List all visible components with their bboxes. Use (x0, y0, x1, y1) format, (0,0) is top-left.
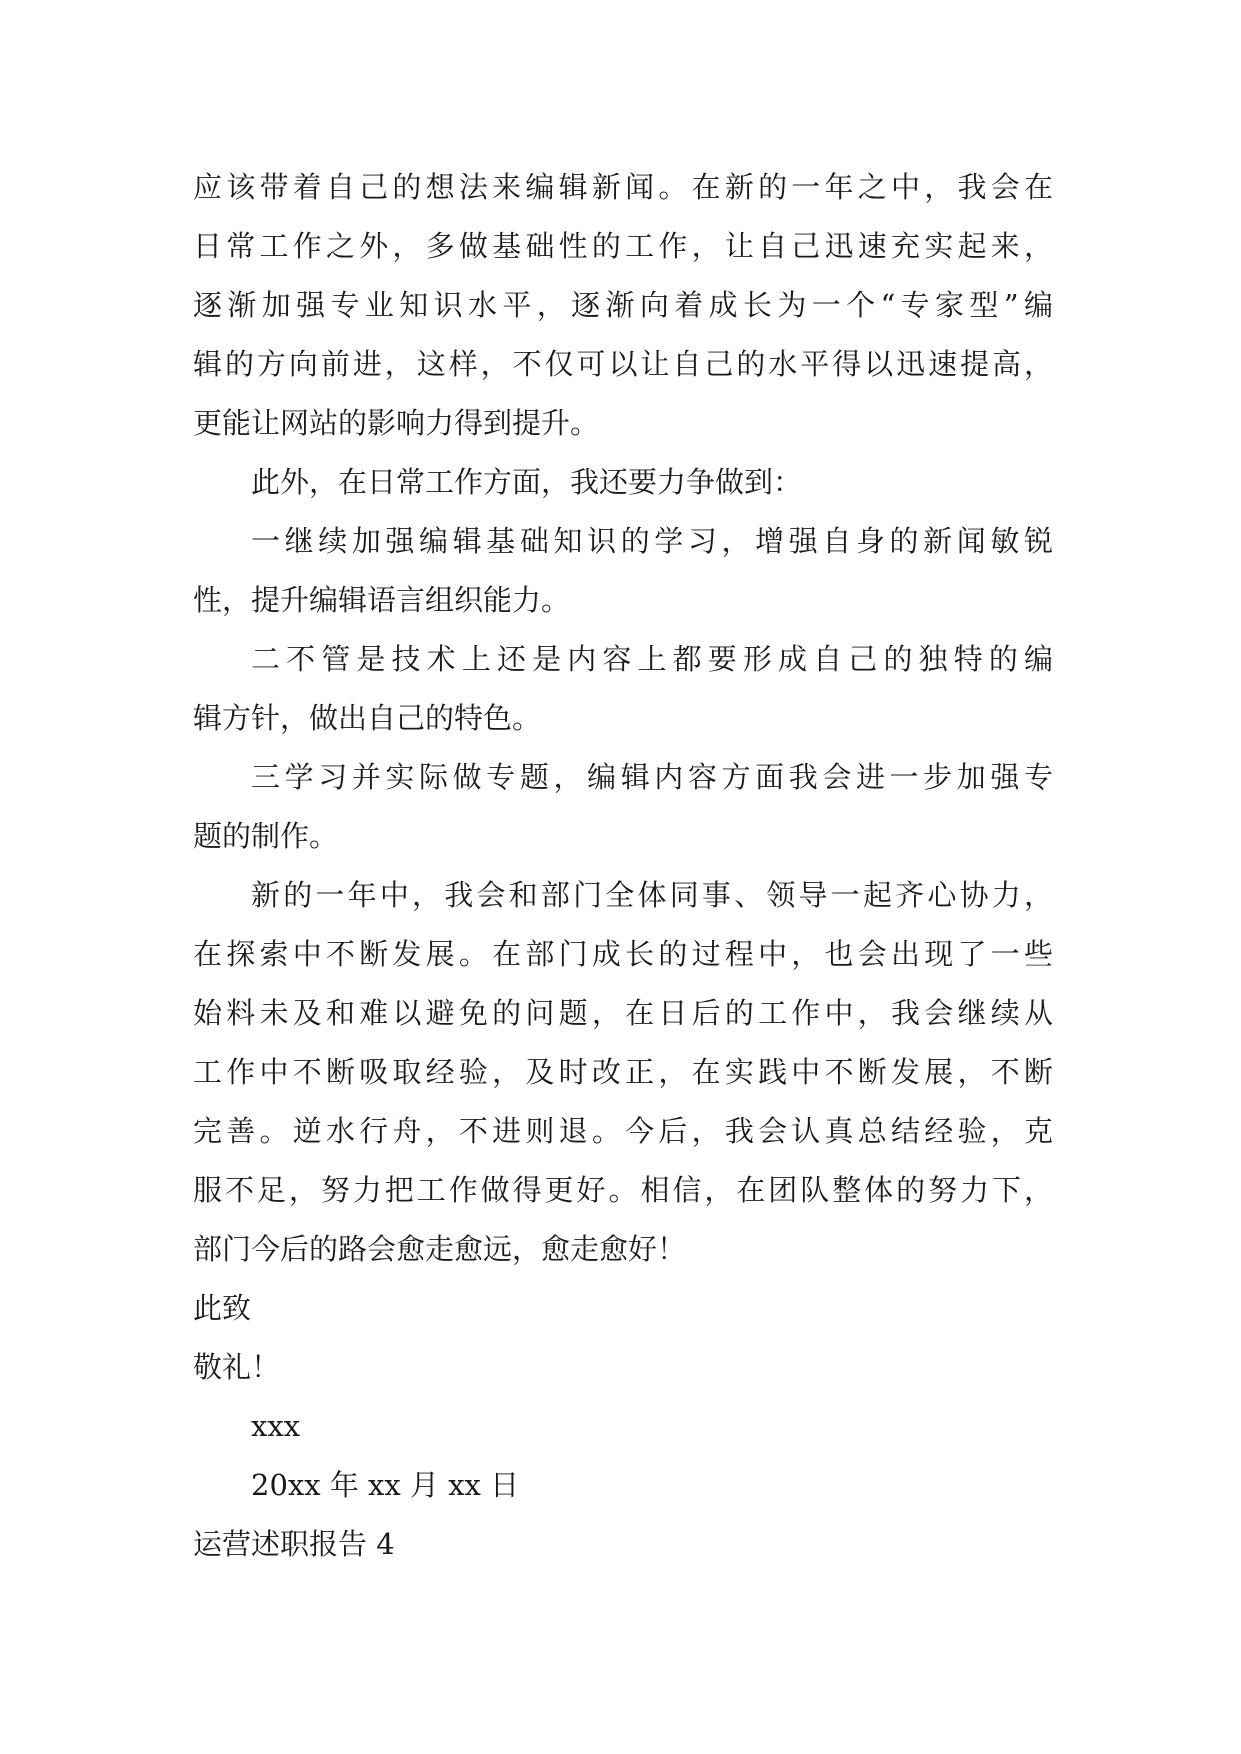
closing-line: 此致 (193, 1291, 252, 1325)
body-line: 应该带着自己的想法来编辑新闻。在新的一年之中，我会在 (193, 170, 1053, 204)
body-line: 辑方针，做出自己的特色。 (193, 701, 542, 735)
body-line: 更能让网站的影响力得到提升。 (193, 406, 600, 440)
closing-salutation: 敬礼！ (193, 1350, 281, 1384)
body-line: 逐渐加强专业知识水平，逐渐向着成长为一个“专家型”编 (193, 288, 1053, 322)
body-line: 二不管是技术上还是内容上都要形成自己的独特的编 (251, 642, 1053, 676)
body-line: 工作中不断吸取经验，及时改正，在实践中不断发展，不断 (193, 1055, 1053, 1089)
body-line: 日常工作之外，多做基础性的工作，让自己迅速充实起来， (193, 229, 1053, 263)
body-line: 在探索中不断发展。在部门成长的过程中，也会出现了一些 (193, 937, 1053, 971)
body-line: 始料未及和难以避免的问题，在日后的工作中，我会继续从 (193, 996, 1053, 1030)
body-line: 完善。逆水行舟，不进则退。今后，我会认真总结经验，克 (193, 1114, 1053, 1148)
document-body (193, 158, 1053, 1574)
body-line: 辑的方向前进，这样，不仅可以让自己的水平得以迅速提高， (193, 347, 1053, 381)
body-line: 性，提升编辑语言组织能力。 (193, 583, 571, 617)
signature-name: xxx (251, 1409, 301, 1443)
body-line: 三学习并实际做专题，编辑内容方面我会进一步加强专 (251, 760, 1053, 794)
body-line: 题的制作。 (193, 819, 339, 853)
body-line: 此外，在日常工作方面，我还要力争做到： (251, 465, 803, 499)
body-line: 一继续加强编辑基础知识的学习，增强自身的新闻敏锐 (251, 524, 1053, 558)
body-line: 部门今后的路会愈走愈远，愈走愈好！ (193, 1232, 687, 1266)
body-line: 新的一年中，我会和部门全体同事、领导一起齐心协力， (251, 878, 1053, 912)
section-title: 运营述职报告 4 (193, 1527, 395, 1561)
body-line: 服不足，努力把工作做得更好。相信，在团队整体的努力下， (193, 1173, 1053, 1207)
signature-date: 20xx 年 xx 月 xx 日 (251, 1468, 520, 1502)
